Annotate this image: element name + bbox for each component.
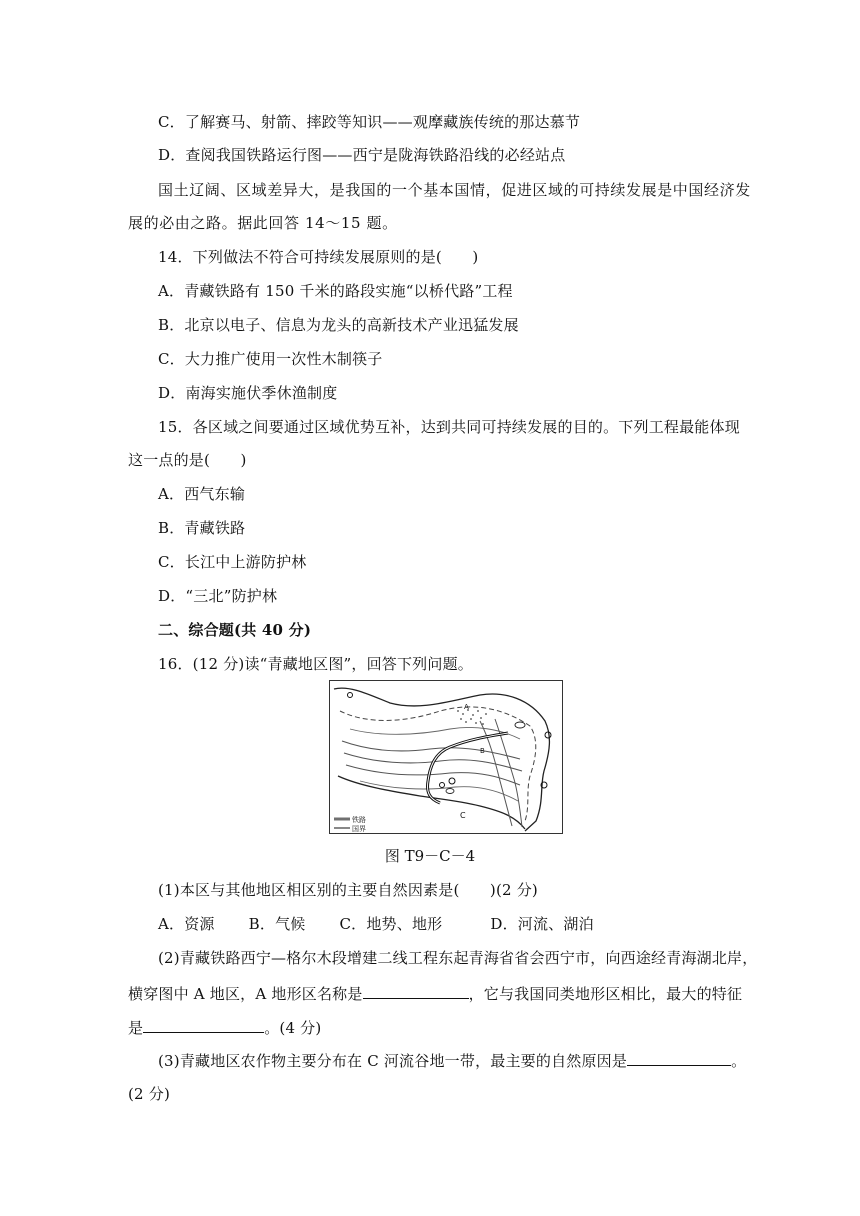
q15-stem-line-1: 15．各区域之间要通过区域优势互补，达到共同可持续发展的目的。下列工程最能体现 [158, 418, 740, 436]
city-marker [348, 693, 353, 698]
railway-line [428, 733, 509, 803]
q14-option-d: D．南海实施伏季休渔制度 [158, 384, 338, 402]
map-label-b: B [480, 747, 485, 755]
q16-sub2-text-c: 是 [128, 1019, 144, 1037]
qinghai-tibet-map [329, 680, 563, 834]
q14-option-a: A．青藏铁路有 150 千米的路段实施“以桥代路”工程 [158, 282, 513, 300]
answer-blank-a-landform[interactable] [363, 983, 469, 999]
q15-option-b: B．青藏铁路 [158, 519, 246, 537]
q16-sub3-line-2: (2 分) [128, 1085, 171, 1103]
southern-border-line [338, 776, 525, 829]
intro-line-2: 展的必由之路。据此回答 14～15 题。 [128, 214, 398, 232]
map-label-a: A [464, 703, 469, 711]
q15-stem-line-2: 这一点的是( ) [128, 451, 247, 469]
lake [515, 722, 525, 728]
q16-sub1-stem: (1)本区与其他地区相区别的主要自然因素是( )(2 分) [158, 881, 538, 899]
answer-blank-feature[interactable] [143, 1017, 264, 1033]
q16-sub2-line-2 [128, 983, 742, 1004]
q16-sub1-option-b: B．气候 [248, 915, 306, 933]
q14-stem: 14．下列做法不符合可持续发展原则的是( ) [158, 248, 479, 266]
city-marker [449, 778, 455, 784]
q14-option-b: B．北京以电子、信息为龙头的高新技术产业迅猛发展 [158, 316, 519, 334]
q13-option-c: C．了解赛马、射箭、摔跤等知识——观摩藏族传统的那达慕节 [158, 113, 581, 131]
national-border-line [334, 688, 549, 831]
answer-blank-natural-reason[interactable] [627, 1050, 731, 1066]
q16-sub2-line-1: (2)青藏铁路西宁—格尔木段增建二线工程东起青海省省会西宁市，向西途经青海湖北岸， [158, 949, 758, 967]
q16-sub1-option-d: D．河流、湖泊 [490, 915, 594, 933]
q15-option-d: D．“三北”防护林 [158, 587, 278, 605]
figure-caption: 图 T9－C－4 [384, 847, 476, 865]
lake [446, 789, 454, 794]
q16-sub2-text-a: 横穿图中 A 地区，A 地形区名称是 [128, 985, 363, 1003]
q16-sub2-text-b: ，它与我国同类地形区相比，最大的特征 [468, 985, 743, 1003]
q15-option-a: A．西气东输 [158, 485, 246, 503]
q16-sub3-text-a: (3)青藏地区农作物主要分布在 C 河流谷地一带，最主要的自然原因是 [158, 1052, 628, 1070]
legend-border-label: 国界 [352, 825, 366, 833]
map-legend [334, 815, 366, 833]
city-marker [440, 783, 445, 788]
q13-option-d: D．查阅我国铁路运行图——西宁是陇海铁路沿线的必经站点 [158, 146, 566, 164]
q16-sub1-option-a: A．资源 [158, 915, 215, 933]
q16-sub3-text-b: 。 [731, 1052, 747, 1070]
city-marker [545, 732, 551, 738]
q16-sub3-line-1 [158, 1050, 746, 1071]
q16-sub2-line-3 [128, 1017, 321, 1038]
q16-sub1-option-c: C．地势、地形 [339, 915, 443, 933]
q16-sub2-text-d: 。(4 分) [264, 1019, 322, 1037]
map-label-c: C [460, 811, 466, 820]
q15-option-c: C．长江中上游防护林 [158, 553, 307, 571]
section-2-title: 二、综合题(共 40 分) [158, 621, 312, 639]
q14-option-c: C．大力推广使用一次性木制筷子 [158, 350, 383, 368]
intro-line-1: 国土辽阔、区域差异大，是我国的一个基本国情，促进区域的可持续发展是中国经济发 [158, 181, 751, 199]
legend-railway-label: 铁路 [352, 816, 366, 824]
basin-stipple [457, 709, 487, 725]
q16-sub1-options [158, 914, 628, 934]
q16-stem: 16．(12 分)读“青藏地区图”，回答下列问题。 [158, 655, 473, 673]
